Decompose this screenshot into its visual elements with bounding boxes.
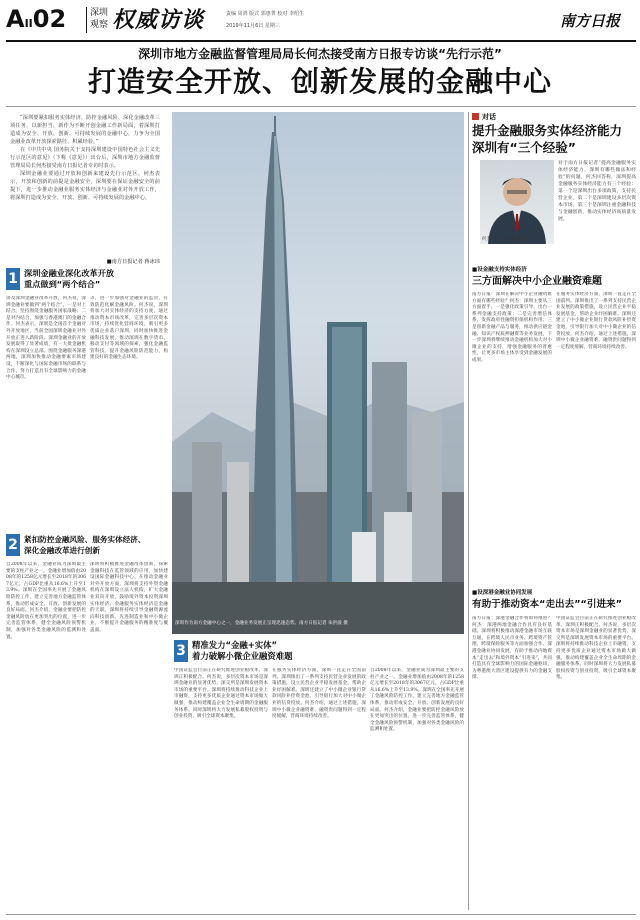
- lead-paragraph: 在《中共中央 国务院关于支持深圳建设中国特色社会主义先行示范区的意见》（下称《意见》）出台后，深圳市地方金融监督管理局局长何杰接受南方日报记者专访时表示。: [10, 147, 160, 169]
- sidebar-tag-marker: [472, 113, 479, 120]
- section-title-line1: 紧扣防控金融风险、服务实体经济、: [24, 535, 146, 544]
- section-number: 3: [174, 640, 188, 662]
- masthead-rule: [6, 40, 636, 42]
- sidebar-col-1: 南方日报：深圳在解决中小企业融资难方面有哪些经验？何杰：深圳主要从三方面着手。一是强化政策引导，出台一系列金融支持政策；二是完善增信体系，发挥政府性融资担保机构作用；三是创新金融产品与服务，推动供应链金融、知识产权质押融资等业务发展。下一步深圳将继续推动金融机构加大对小微企业的支持，增强金融服务的普惠性，让更多市场主体享受到金融发展的成果。: [472, 292, 552, 363]
- skyline-photo: [172, 112, 464, 634]
- sidebar-headline: 提升金融服务实体经济能力 深圳有“三个经验”: [472, 123, 623, 155]
- page-prefix: A: [6, 5, 25, 33]
- section-label: [86, 7, 108, 33]
- masthead: [0, 0, 640, 44]
- body-column: 在服务实体经济方面，深圳一直走在全国前列。深圳推出了一系列支持民营企业发展的政策措施，设立民营企业平稳发展基金，帮助企业纾困解难。深圳还建立了中小微企业银行贷款风险补偿资金池，引导银行加大对中小微企业的信贷投放。何杰介绍，通过上述措施，深圳中小微企业融资难、融资贵问题得到一定程度缓解，营商环境持续改善。: [272, 668, 366, 720]
- headline: 打造安全开放、创新发展的金融中心: [87, 65, 552, 98]
- bottom-rule: [6, 914, 636, 915]
- section-title-line2: 重点做到“两个结合”: [24, 279, 101, 289]
- column-name: 权威访谈: [112, 7, 205, 33]
- body-column: 深圳将积极推进金融改革创新，探索金融科技在监管领域的应用，加快建设国际金融科技中心。在推动金融业对外开放方面，深圳将支持外资金融机构在深圳设立法人机构，扩大金融业双向开放，鼓励境外资本投资深圳实体经济。金融服务实体经济是金融的天职，深圳将持续引导金融资源流向科技创新、先进制造业和中小微企业，不断提升金融服务的精准度与覆盖面。: [90, 562, 168, 633]
- section-heading: [6, 268, 166, 292]
- section-number: 2: [6, 534, 20, 556]
- sidebar-col-3: 南方日报：深港金融合作将如何推进？何杰：深港两地金融合作具有良好基础。深圳将积极推动深港金融市场互联互通，在跨境人民币业务、跨境资产管理、跨境保险服务等方面加强合作。深港金融业协同发展，有助于推动内地资本“走出去”和境外资本“引进来”，共同打造具有全球影响力的国际金融枢纽，为粤港澳大湾区建设提供有力的金融支撑。: [472, 616, 552, 681]
- sidebar-sub2-label: ■设深港金融业协同发展: [472, 590, 533, 596]
- portrait-illustration: [480, 160, 554, 244]
- body-column: 自2008年以来，金融业成为深圳最主要的支柱产业之一。金融业增加值由2008年的1258亿元增长至2018年的3067亿元，占GDP比重从16.6%上升至13.9%。深圳在全国率先开展了金融风险防控工作，建立完善地方金融监管体系，推动形成安全、开放、创新发展的良好局面。何杰介绍，金融业要把防控金融风险放在更加突出的位置，进一步完善监管体系，健全金融风险预警机制，加强对各类金融风险的监测和处置。: [6, 562, 86, 640]
- lead-paragraph: “深圳要紧扣服务实体经济、防控金融风险、深化金融改革三项任务，以新担当、新作为不断开创金融工作新局面，着深圳打造成为安全、开放、创新、可持续发展的金融中心，力争为全国金融业改革开放探索路径、积累经验。”: [10, 115, 160, 145]
- page-digits: 02: [32, 5, 67, 33]
- sidebar-divider: [468, 112, 469, 910]
- photo-caption: 深圳作为南方金融中心之一，金融业务发展正呈现迅速态势。南方日报记者 朱洪波 摄: [175, 621, 348, 626]
- sidebar-quote: 对于南方日报记者“提高金融服务实体经济能力，深圳有哪些做法和经验”的问题，何杰回答称，深圳提高金融服务实体经济能力有三个经验：第一个是深圳出台多项政策，支持民营企业。第二个是深圳建设多层次资本市场。第三个是深圳注重金融科技与金融创新，推动实体经济高质量发展。: [558, 161, 636, 222]
- body-column: 等，进一步加强对金融业的监管，有效防范化解金融风险。何杰说，深圳将加大对实体经济的支持力度，通过推动资本市场改革，完善多层次资本市场，持续优化营商环境，吸引更多优质企业落户深圳，同时加快推进金融科技发展，推动深圳在数字货币、移动支付等领域的探索，强化金融监管科技，提升金融风险防范能力，构建良好的金融生态环境。: [90, 296, 168, 361]
- body-column: 中国证监会目前正在研究推进创业板改革，深圳正积极配合。何杰说，多层次资本市场是深圳金融业的显著优势，深交所是深圳发展资本市场的重要平台。深圳将持续推动科技企业上市融资，支持更多优质企业通过资本市场做大做强，推动构建覆盖企业全生命周期的金融服务体系。同时深圳将大力发展私募股权投资与创业投资，吸引全球资本聚集。: [174, 668, 268, 720]
- portrait-caption: [482, 236, 552, 242]
- byline: ■南方日报记者 蒋冰玮: [106, 259, 160, 265]
- lead-paragraph: 深圳金融业要通过开放和创新来建设先行示范区。何杰表示，开放和创新的前提是金融安全，深圳要在保证金融安全的前提下，进一步推动金融业服务实体经济与金融业对外开放工作，将深圳打造成为安全、开放、创新、可持续发展的金融中心。: [10, 171, 160, 201]
- section-title-line2: 着力破解小微企业融资难题: [192, 651, 293, 661]
- lead: [10, 114, 160, 256]
- editors-line: 责编 周鸿 版式 郭惠菁 校对 李绍生: [226, 11, 304, 17]
- section-heading: [6, 534, 170, 558]
- date-line: 2019年11月6日 星期三: [226, 23, 280, 29]
- section-number: 1: [6, 268, 20, 290]
- section-heading: [174, 640, 464, 664]
- section-bottom: 观察: [90, 20, 109, 30]
- section-title-line2: 深化金融改革进行创新: [24, 546, 100, 555]
- portrait-name: 何杰: [482, 237, 491, 242]
- sidebar-sub1-label: ■设金融支持实体经济: [472, 267, 527, 273]
- sidebar-sub1-head: 三方面解决中小企业融资难题: [472, 276, 602, 287]
- headline-rule: [6, 106, 636, 107]
- sidebar-tag: [472, 112, 532, 122]
- sidebar-col-4: 中国证监会目前正在研究推进创业板改革，深圳正积极配合。何杰说，多层次资本市场是深圳金融业的显著优势，深交所是深圳发展资本市场的重要平台。深圳将持续推动科技企业上市融资，支持更多优质企业通过资本市场做大做强，推动构建覆盖企业全生命周期的金融服务体系。同时深圳将大力发展私募股权投资与创业投资，吸引全球资本聚集。: [556, 616, 636, 681]
- kicker: 深圳市地方金融监督管理局局长何杰接受南方日报专访谈“先行示范”: [138, 47, 502, 61]
- body-column: 自2008年以来，金融业成为深圳最主要的支柱产业之一。金融业增加值由2008年的1258亿元增长至2018年的3067亿元，占GDP比重从16.6%上升至13.9%。深圳在全国率先开展了金融风险防控工作，建立完善地方金融监管体系，推动形成安全、开放、创新发展的良好局面。何杰介绍，金融业要把防控金融风险放在更加突出的位置，进一步完善监管体系，健全金融风险预警机制，加强对各类金融风险的监测和处置。: [370, 668, 464, 733]
- portrait-credit: 朱洪波 摄: [502, 237, 522, 242]
- section-title-line1: 精准发力“金融+实体”: [192, 640, 278, 650]
- sidebar-col-2: 在服务实体经济方面，深圳一直走在全国前列。深圳推出了一系列支持民营企业发展的政策措施，设立民营企业平稳发展基金，帮助企业纾困解难。深圳还建立了中小微企业银行贷款风险补偿资金池，引导银行加大对中小微企业的信贷投放。何杰介绍，通过上述措施，深圳中小微企业融资难、融资贵问题得到一定程度缓解，营商环境持续改善。: [556, 292, 636, 350]
- section-title-line1: 深圳金融业深化改革开放: [24, 268, 115, 278]
- page-roman: II: [24, 17, 33, 30]
- page-number: [6, 4, 90, 38]
- skyline-illustration: [172, 112, 464, 634]
- section-top: 深圳: [90, 8, 109, 18]
- portrait-photo: [480, 160, 554, 244]
- body-column: 谈及深圳金融业改革开放，何杰说，深圳金融业要做到“两个结合”。一是对上结合，坚持围绕金融服务国家战略；二是对内结合，加强与香港澳门的金融合作。何杰表示，深圳是全国首个金融对外开放地区，当前全国深圳金融业对外开放正进入新阶段。深圳金融业的开放发展取得了显著成绩，有一大批金融机构在深圳设立总部。围绕金融服务深港两地，深圳加快推动金融要素市场建设，不断深化与国际金融市场的联系与合作，努力打造具有全球影响力的金融中心城市。: [6, 296, 86, 381]
- sidebar-tag-label: 对话: [482, 113, 496, 121]
- newspaper-logo: 南方日报: [560, 12, 621, 30]
- sidebar-sub2-head: 有助于推动资本“走出去”“引进来”: [472, 599, 622, 610]
